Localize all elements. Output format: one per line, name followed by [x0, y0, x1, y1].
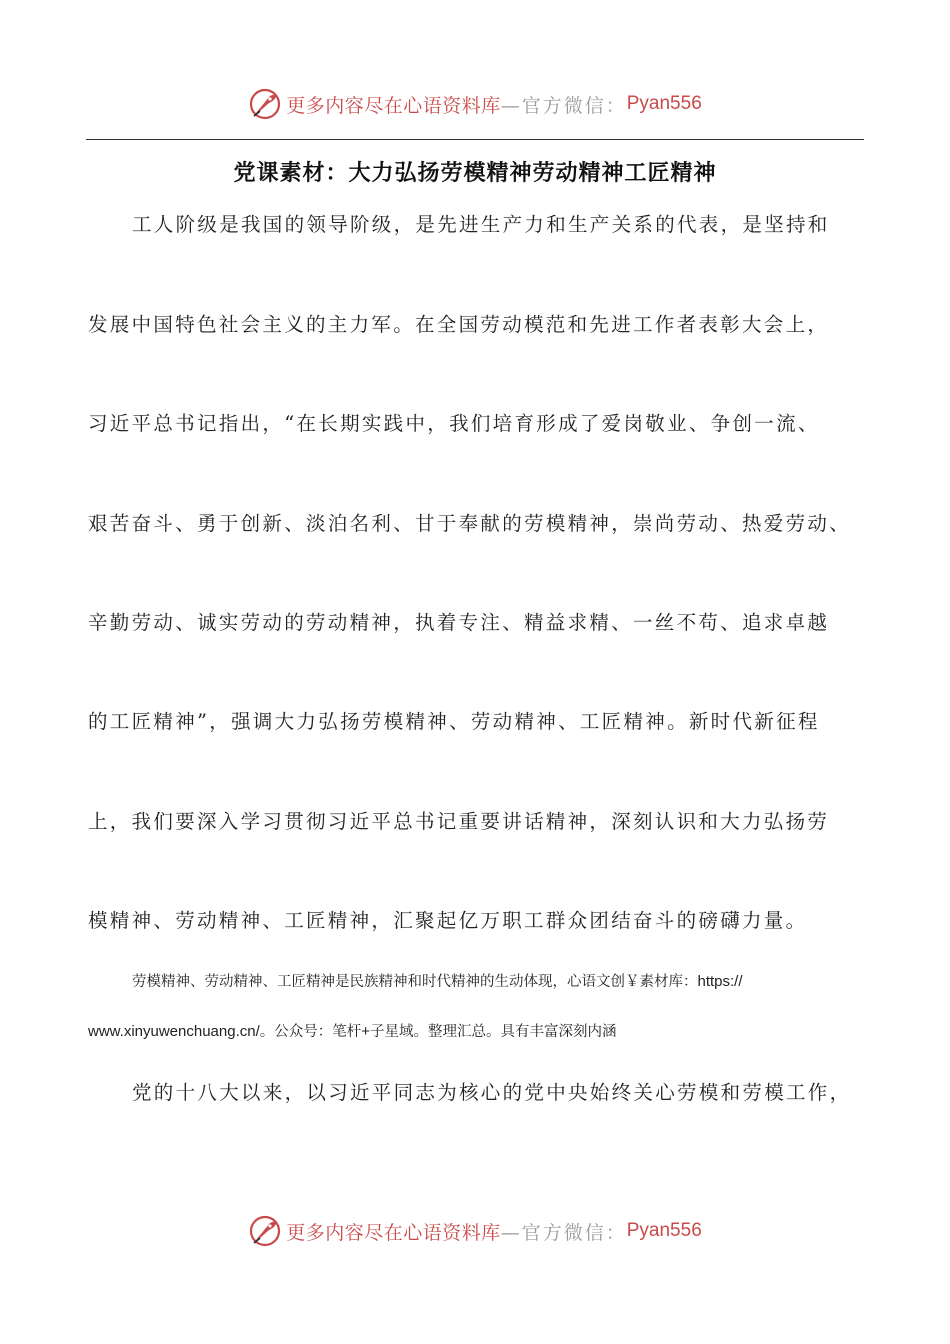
paragraph-line-4: 艰苦奋斗、勇于创新、淡泊名利、甘于奉献的劳模精神，崇尚劳动、热爱劳动、	[88, 512, 852, 535]
quill-logo-icon	[248, 1214, 282, 1248]
quill-logo-icon	[248, 87, 282, 121]
banner-site-name: 更多内容尽在心语资料库	[286, 94, 501, 117]
footer-official-wechat: —官方微信：	[500, 1221, 627, 1244]
banner-official-wechat: —官方微信：	[500, 94, 627, 117]
paragraph-line-2: 发展中国特色社会主义的主力军。在全国劳动模范和先进工作者表彰大会上，	[88, 313, 830, 336]
paragraph-line-5: 辛勤劳动、诚实劳动的劳动精神，执着专注、精益求精、一丝不苟、追求卓越	[88, 611, 830, 634]
inserted-note-line-2	[88, 1020, 617, 1041]
footer-wechat-id: Pyan556	[626, 1220, 702, 1241]
paragraph-line-6: 的工匠精神”，强调大力弘扬劳模精神、劳动精神、工匠精神。新时代新征程	[88, 710, 820, 733]
paragraph-2-line-1: 党的十八大以来，以习近平同志为核心的党中央始终关心劳模和劳模工作，	[132, 1081, 852, 1104]
banner-wechat-id: Pyan556	[626, 93, 702, 114]
document-title: 党课素材：大力弘扬劳模精神劳动精神工匠精神	[233, 160, 717, 186]
header-banner	[0, 84, 950, 124]
inserted-note-url-end: www.xinyuwenchuang.cn/	[88, 1023, 260, 1040]
paragraph-line-7: 上，我们要深入学习贯彻习近平总书记重要讲话精神，深刻认识和大力弘扬劳	[88, 810, 830, 833]
inserted-note-text-3: 子星域。整理汇总。具有丰富深刻内涵	[370, 1024, 617, 1040]
inserted-note-url-start: https://	[697, 973, 743, 990]
footer-banner	[0, 1211, 950, 1251]
inserted-note-plus: +	[361, 1023, 371, 1040]
paragraph-line-8: 模精神、劳动精神、工匠精神，汇聚起亿万职工群众团结奋斗的磅礴力量。	[88, 909, 808, 932]
paragraph-line-3: 习近平总书记指出，“在长期实践中，我们培育形成了爱岗敬业、争创一流、	[88, 412, 820, 435]
header-divider	[86, 139, 864, 140]
inserted-note-text-1: 劳模精神、劳动精神、工匠精神是民族精神和时代精神的生动体现，心语文创￥素材库：	[132, 974, 698, 990]
paragraph-line-1: 工人阶级是我国的领导阶级，是先进生产力和生产关系的代表，是坚持和	[132, 213, 830, 236]
inserted-note-text-2: 。公众号：笔杆	[259, 1024, 362, 1040]
footer-site-name: 更多内容尽在心语资料库	[286, 1221, 501, 1244]
inserted-note-line-1	[132, 970, 743, 991]
